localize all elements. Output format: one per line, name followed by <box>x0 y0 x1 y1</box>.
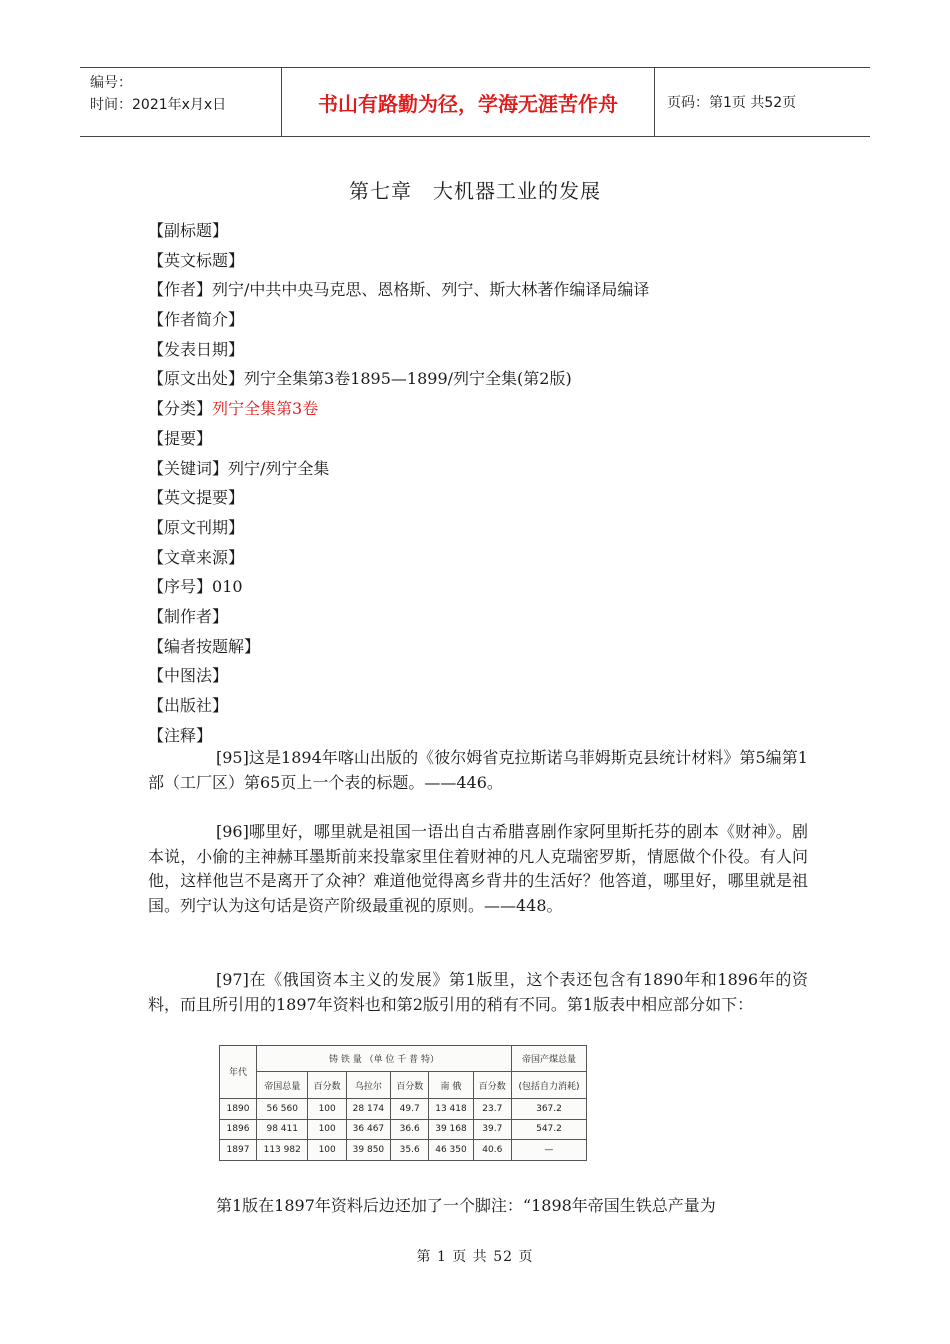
header-table <box>80 67 870 137</box>
table-cell: 35.6 <box>391 1140 429 1161</box>
table-cell: 367.2 <box>512 1098 587 1119</box>
field-row <box>148 602 808 632</box>
note-text: [96]哪里好，哪里就是祖国一语出自古希腊喜剧作家阿里斯托芬的剧本《财神》。剧本说，小偷的主神赫耳墨斯前来投靠家里住着财神的凡人克瑞密罗斯，情愿做个仆役。有人问他，这样他岂不是离开了众神？难道他觉得离乡背井的生活好？他答道，哪里好，哪里就是祖国。列宁认为这句话是资产阶级最重视的原则。——448。 <box>148 822 808 915</box>
col-header: 百分数 <box>308 1072 346 1098</box>
field-label: 【编者按题解】 <box>148 636 261 656</box>
table-cell: 28 174 <box>346 1098 390 1119</box>
field-label: 【中图法】 <box>148 666 229 686</box>
field-value: 列宁/列宁全集 <box>228 458 330 478</box>
table-cell: 46 350 <box>429 1140 473 1161</box>
field-row <box>148 424 808 454</box>
field-label: 【原文刊期】 <box>148 517 245 537</box>
field-row <box>148 483 808 513</box>
header-group: 铸 铁 量 （单 位 千 普 特） <box>257 1046 512 1072</box>
field-row <box>148 305 808 335</box>
page-footer: 第 1 页 共 52 页 <box>416 1249 534 1265</box>
table-cell: 98 411 <box>257 1119 308 1140</box>
table-cell: 1897 <box>220 1140 257 1161</box>
table-cell: 13 418 <box>429 1098 473 1119</box>
header-total: 帝国产煤总量 <box>512 1046 587 1072</box>
field-row <box>148 335 808 365</box>
col-header: 乌拉尔 <box>346 1072 390 1098</box>
field-row <box>148 275 808 305</box>
header-year: 年代 <box>220 1046 257 1099</box>
col-header: 南 俄 <box>429 1072 473 1098</box>
field-label: 【文章来源】 <box>148 547 245 567</box>
field-label: 【分类】 <box>148 399 213 419</box>
scanned-table <box>219 1045 587 1161</box>
field-label: 【制作者】 <box>148 606 229 626</box>
field-row <box>148 364 808 394</box>
col-header: 百分数 <box>473 1072 511 1098</box>
note-97 <box>148 968 808 1017</box>
note-95 <box>148 746 808 795</box>
table-cell: 100 <box>308 1119 346 1140</box>
field-row <box>148 661 808 691</box>
field-list <box>148 216 808 750</box>
table-cell: 40.6 <box>473 1140 511 1161</box>
table-row <box>220 1119 587 1140</box>
field-row <box>148 691 808 721</box>
field-row <box>148 572 808 602</box>
field-row <box>148 454 808 484</box>
table-cell: 113 982 <box>257 1140 308 1161</box>
scanned-table-image <box>219 1045 587 1161</box>
col-header: 百分数 <box>391 1072 429 1098</box>
number-label: 编号： <box>90 75 132 91</box>
field-row <box>148 394 808 424</box>
field-value: 列宁全集第3卷1895—1899/列宁全集(第2版) <box>244 369 572 389</box>
table-cell: 100 <box>308 1098 346 1119</box>
field-row <box>148 246 808 276</box>
field-label: 【注释】 <box>148 725 213 745</box>
field-label: 【出版社】 <box>148 696 229 715</box>
table-cell: 39 168 <box>429 1119 473 1140</box>
table-row <box>220 1098 587 1119</box>
table-cell: 1896 <box>220 1119 257 1140</box>
table-cell: 23.7 <box>473 1098 511 1119</box>
table-cell: 39.7 <box>473 1119 511 1140</box>
header-meta <box>80 68 281 136</box>
field-label: 【副标题】 <box>148 221 229 240</box>
table-cell: 100 <box>308 1140 346 1161</box>
field-label: 【英文标题】 <box>148 250 245 270</box>
table-row <box>220 1140 587 1161</box>
table-cell: 39 850 <box>346 1140 390 1161</box>
field-label: 【作者】 <box>148 280 213 300</box>
header-total-sub: (包括自力消耗) <box>512 1072 587 1098</box>
note-text: [95]这是1894年喀山出版的《彼尔姆省克拉斯诺乌菲姆斯克县统计材料》第5编第1部（工厂区）第65页上一个表的标题。——446。 <box>148 748 808 792</box>
table-cell: — <box>512 1140 587 1161</box>
motto: 书山有路勤为径，学海无涯苦作舟 <box>281 68 655 136</box>
table-cell: 36.6 <box>391 1119 429 1140</box>
note-text: 第1版在1897年资料后边还加了一个脚注：“1898年帝国生铁总产量为 <box>216 1196 716 1215</box>
field-label: 【英文提要】 <box>148 488 245 508</box>
field-label: 【原文出处】 <box>148 369 245 389</box>
table-cell: 36 467 <box>346 1119 390 1140</box>
col-header: 帝国总量 <box>257 1072 308 1098</box>
field-row <box>148 632 808 662</box>
footnote-para <box>148 1194 808 1219</box>
table-cell: 547.2 <box>512 1119 587 1140</box>
note-text: [97]在《俄国资本主义的发展》第1版里，这个表还包含有1890年和1896年的资料，而且所引用的1897年资料也和第2版引用的稍有不同。第1版表中相应部分如下： <box>148 970 808 1014</box>
table-cell: 1890 <box>220 1098 257 1119</box>
time-label: 时间：2021年x月x日 <box>90 97 227 113</box>
field-value: 列宁/中共中央马克思、恩格斯、列宁、斯大林著作编译局编译 <box>212 280 650 300</box>
table-cell: 49.7 <box>391 1098 429 1119</box>
category-link[interactable]: 列宁全集第3卷 <box>212 399 319 419</box>
page-code: 页码：第1页 共52页 <box>667 95 797 111</box>
field-label: 【发表日期】 <box>148 339 245 359</box>
field-label: 【关键词】 <box>148 458 229 478</box>
field-label: 【序号】 <box>148 577 213 597</box>
field-row <box>148 543 808 573</box>
field-label: 【提要】 <box>148 428 213 448</box>
field-value: 010 <box>212 577 243 597</box>
field-label: 【作者简介】 <box>148 310 245 330</box>
field-row <box>148 216 808 246</box>
field-row <box>148 513 808 543</box>
note-96 <box>148 820 808 918</box>
chapter-title: 第七章 大机器工业的发展 <box>349 179 601 203</box>
table-cell: 56 560 <box>257 1098 308 1119</box>
